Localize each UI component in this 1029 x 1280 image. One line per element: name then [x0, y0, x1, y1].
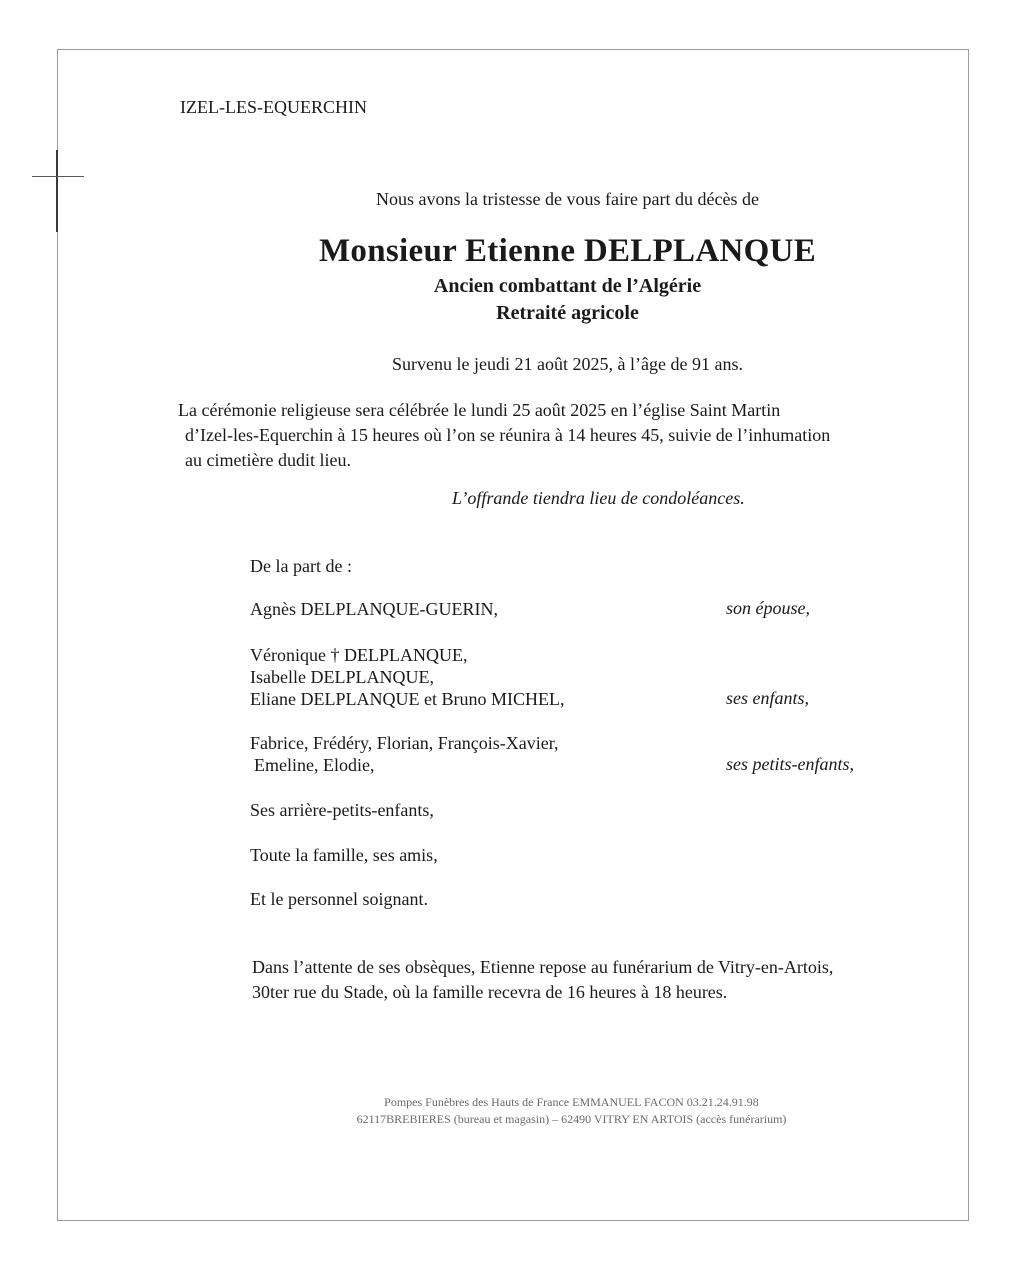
ceremony-line: La cérémonie religieuse sera célébrée le lundi 25 août 2025 en l’église Saint Martin	[178, 400, 781, 420]
family-spouse-names	[250, 598, 498, 620]
relation-spouse: son épouse,	[726, 598, 810, 618]
funerarium-paragraph	[252, 955, 833, 1005]
ceremony-line: d’Izel-les-Equerchin à 15 heures où l’on se réunira à 14 heures 45, suivie de l’inhumation	[185, 425, 831, 445]
family-name: Eliane DELPLANQUE et Bruno MICHEL,	[250, 689, 565, 709]
family-name: Emeline, Elodie,	[254, 755, 375, 775]
family-others: Toute la famille, ses amis,	[250, 845, 438, 865]
funerarium-line: 30ter rue du Stade, où la famille recevra de 16 heures à 18 heures.	[252, 982, 728, 1002]
family-name: Agnès DELPLANQUE-GUERIN,	[250, 599, 498, 619]
from-label: De la part de :	[250, 556, 352, 576]
family-staff: Et le personnel soignant.	[250, 889, 428, 909]
relation-grandchildren: ses petits-enfants,	[726, 754, 854, 774]
family-name: Fabrice, Frédéry, Florian, François-Xavier,	[250, 733, 559, 753]
deceased-name: Monsieur Etienne DELPLANQUE	[318, 233, 817, 269]
relation-children: ses enfants,	[726, 688, 809, 708]
family-name: Véronique † DELPLANQUE,	[250, 645, 468, 665]
family-great-grandchildren: Ses arrière-petits-enfants,	[250, 800, 434, 820]
deceased-subtitle-retired: Retraité agricole	[496, 302, 639, 324]
cross-icon-horizontal	[32, 176, 84, 177]
ceremony-line: au cimetière dudit lieu.	[185, 450, 351, 470]
footer-line: 62117BREBIERES (bureau et magasin) – 62490 VITRY EN ARTOIS (accès funérarium)	[356, 1112, 787, 1126]
funerarium-line: Dans l’attente de ses obsèques, Etienne repose au funérarium de Vitry-en-Artois,	[252, 957, 834, 977]
family-children-names	[250, 644, 564, 710]
family-name: Isabelle DELPLANQUE,	[250, 667, 434, 687]
deceased-subtitle-veteran: Ancien combattant de l’Algérie	[433, 275, 702, 297]
offrande-note: L’offrande tiendra lieu de condoléances.	[452, 488, 745, 508]
town-heading: IZEL-LES-EQUERCHIN	[180, 97, 367, 117]
intro-text: Nous avons la tristesse de vous faire part du décès de	[376, 189, 759, 209]
footer-line: Pompes Funèbres des Hauts de France EMMANUEL FACON 03.21.24.91.98	[384, 1095, 759, 1109]
family-grandchildren-names	[250, 732, 559, 776]
funeral-home-footer	[0, 1094, 1029, 1128]
page-border	[57, 49, 969, 1221]
ceremony-paragraph	[178, 398, 830, 473]
death-date-line: Survenu le jeudi 21 août 2025, à l’âge de 91 ans.	[392, 354, 743, 374]
